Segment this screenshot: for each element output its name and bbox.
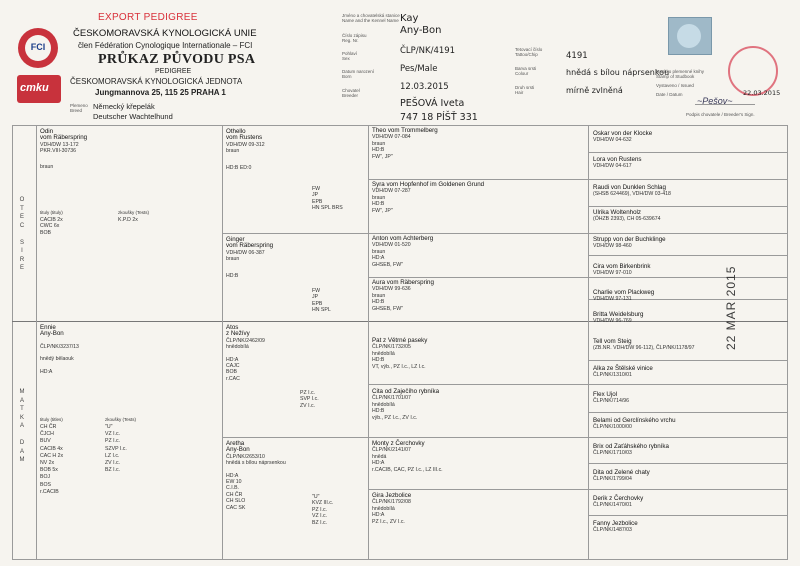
gen4-cell: Belami od Gerclínského vrchu ČLP/NK/1000/00 [593, 417, 676, 431]
gen2-cell: Atos z Nežívy ČLP/NK/2462/09 hnědobílá HD:A CAJC BOB r.CAC [226, 324, 265, 382]
breed-label: Plemeno Breed [70, 103, 88, 113]
row-divider [368, 384, 788, 385]
row-divider [368, 179, 788, 180]
cmku-logo: cmku [17, 75, 61, 103]
gen2-cell: Othello vom Rustens VDH/DW 09-312 braun HD:B ED:0 [226, 128, 265, 171]
date-label: Date / Datum [656, 92, 683, 97]
date-stamp: 22 MAR 2015 [724, 265, 738, 350]
gen4-cell: Raudi von Dunklen Schlag (SHSB 624469), VDH/DW 03-418 [593, 184, 671, 198]
gen3-cell: Theo vom Trommelberg VDH/DW 07-084 braun HD:B FW", JP" [372, 127, 438, 160]
dam-side-label: M A T K A D A M [19, 389, 25, 463]
born-label: Datum narození Born [342, 69, 375, 79]
gen2-tests: FW JP EPB HN SPL BRS [312, 186, 343, 212]
gen4-cell: Derik z Čerchovky ČLP/NK/1470/01 [593, 495, 644, 509]
gen4-cell: Dita od Zelené chaty ČLP/NK/1799/04 [593, 469, 650, 483]
issued-label: Vystaveno / Issued [656, 83, 694, 88]
sire-cell: Odin vom Räberspring VDH/DW 13-172 PKR.VIII-30736 braun [40, 128, 88, 170]
col-divider [36, 125, 37, 560]
dam-titles: CH ČR ČJCH BUV CACIB 4x CAC H 2x NV 2x BOB 5x BOJ BOS r.CACIB [40, 424, 64, 495]
gen4-cell: Tell vom Steig (ZB.NR. VDH/DW 96-112), ČLP/NK/1178/97 [593, 338, 695, 352]
breeder-name: PEŠOVÁ Iveta [400, 98, 465, 109]
row-divider [588, 463, 788, 464]
club-name: ČESKOMORAVSKÁ KYNOLOGICKÁ JEDNOTA [70, 77, 243, 86]
stamp-label: Razítko plemenné knihy Stamp of Studbook [656, 69, 705, 79]
gen3-cell: Syra vom Hopfenhof im Goldenen Grund VDH/DW 07-287 braun HD:B FW", JP" [372, 181, 485, 214]
col-divider [222, 125, 223, 560]
org-member: člen Fédération Cynologique Internationale – FCI [78, 41, 253, 50]
row-divider [588, 360, 788, 361]
colour-value: hnědá s bílou náprsenkou [566, 68, 670, 77]
sign-label: Podpis chovatele / Breeder's Sign. [686, 112, 755, 117]
col-divider [588, 125, 589, 560]
sire-side-label: O T E C S I R E [19, 197, 25, 271]
dog-name: Kay [400, 13, 419, 24]
row-divider [588, 412, 788, 413]
dam-tests: "U" VZ I.c. PZ I.c. SZVP I.c. LZ I.c. ZV I.c. BZ I.c. [105, 424, 127, 474]
tattoo-value: 4191 [566, 51, 588, 61]
gen4-cell: Brix od Zaťáhského rybníka ČLP/NK/1710/03 [593, 443, 669, 457]
sex-value: Pes/Male [400, 64, 438, 74]
row-divider [588, 152, 788, 153]
sire-dam-divider [12, 321, 788, 322]
hair-label: Druh srsti Hair [515, 85, 535, 95]
sex-label: Pohlaví Sex [342, 51, 358, 61]
doc-title: PRŮKAZ PŮVODU PSA [98, 52, 256, 67]
dam-titles-head: tituly (titles) [40, 417, 63, 422]
gen4-cell: Britta Weidelsburg VDH/DW 96-769 [593, 311, 644, 325]
gen2-tests: "U" KVZ III.c. PZ I.c. VZ I.c. BZ I.c. [312, 494, 334, 526]
breeder-label: Chovatel Breeder [342, 88, 360, 98]
dog-kennel: Any-Bon [400, 25, 442, 36]
gen3-cell: Cita od Zaječího rybníka ČLP/NK/1701/07 hnědobílá HD:B výb., PZ I.c., ZV I.c. [372, 388, 440, 421]
signature: ~Pešov~ [697, 96, 733, 106]
club-address: Jungmannova 25, 115 25 PRAHA 1 [95, 88, 226, 97]
gen4-cell: Alka ze Štělské vinice ČLP/NK/1310/01 [593, 365, 653, 379]
gen4-cell: Ulrika Woltenholz (ÖHZB 2393), CH 05-639674 [593, 209, 661, 223]
gen4-cell: Charlie vom Plackweg VDH/DW 97-131 [593, 289, 655, 303]
row-divider [588, 515, 788, 516]
colour-label: Barva srsti Colour [515, 66, 537, 76]
born-value: 12.03.2015 [400, 82, 449, 92]
tattoo-label: Tetovací číslo Tattoo/Chip [515, 47, 543, 57]
hair-value: mírně zvlněná [566, 86, 623, 95]
row-divider [222, 233, 788, 234]
gen3-cell: Aura vom Räberspring VDH/DW 99-636 braun HD:B GHSEB, FW" [372, 279, 434, 312]
sire-tests-head: zkoušky (Tests) [118, 210, 150, 215]
reg-label: Číslo zápisu Reg. Nr. [342, 33, 367, 43]
sire-tests: K.P.D 2x [118, 217, 138, 223]
gen3-cell: Monty z Čerchovky ČLP/NK/2141/07 hnědá HD:A r.CACIB, CAC, PZ I.c., LZ III.c. [372, 440, 443, 473]
breeder-address: 747 18 PÍŠŤ 331 [400, 112, 478, 123]
row-divider [588, 206, 788, 207]
breed-de: Deutscher Wachtelhund [93, 112, 173, 121]
breed-cz: Německý křepelák [93, 102, 155, 111]
gen2-tests: FW JP EPB HN SPL [312, 288, 331, 314]
row-divider [588, 255, 788, 256]
gen3-cell: Anton vom Achterberg VDH/DW 01-520 braun HD:A GHSEB, FW" [372, 235, 434, 268]
gen4-cell: Fanny Jezbolice ČLP/NK/1487/03 [593, 520, 638, 534]
doc-subtitle: PEDIGREE [155, 68, 192, 75]
gen3-cell: Gira Jezbolice ČLP/NK/1792/08 hnědobílá HD:A PZ I.c., ZV I.c. [372, 492, 412, 525]
gen2-cell: Ginger vom Räberspring VDH/DW 06-387 braun HD:B [226, 236, 274, 279]
row-divider [368, 489, 788, 490]
org-name: ČESKOMORAVSKÁ KYNOLOGICKÁ UNIE [73, 28, 257, 39]
issued-date: 22.03.2015 [743, 89, 781, 97]
gen2-cell: Aretha Any-Bon ČLP/NK/2653/10 hnědá s bílou náprsenkou HD:A EW 10 C.I.B. CH ČR CH SLO CAC SK [226, 440, 286, 511]
name-label: Jméno a chovatelská stanice Name and the Kennel Name [342, 13, 400, 23]
gen3-cell: Pat z Větrné paseky ČLP/NK/1732/05 hnědobílá HD:B VT, výb., PZ I.c., LZ I.c. [372, 337, 428, 370]
col-divider [368, 125, 369, 560]
fci-logo: FCI [18, 28, 58, 68]
sire-titles-head: tituly (tituly) [40, 210, 63, 215]
row-divider [222, 437, 788, 438]
gen2-tests: PZ I.c. SVP I.c. ZV I.c. [300, 390, 319, 409]
export-label: EXPORT PEDIGREE [98, 12, 198, 23]
gen4-cell: Oskar von der Klocke VDH/DW 04-632 [593, 130, 653, 144]
reg-number: ČLP/NK/4191 [400, 46, 456, 56]
dam-tests-head: zkoušky (Tests) [105, 417, 137, 422]
dam-cell: Ennie Any-Bon ČLP/NK/3237/13 hnědý bělaouk HD:A [40, 324, 79, 375]
gen4-cell: Flex Ujol ČLP/NK/714/96 [593, 391, 630, 405]
gen4-cell: Strupp von der Buchklinge VDH/DW 98-460 [593, 236, 666, 250]
hologram-seal [668, 17, 712, 55]
gen4-cell: Cira vom Birkenbrink VDH/DW 97-010 [593, 263, 651, 277]
sire-titles: CACIB 2x CWC 6x BOB [40, 217, 63, 236]
gen4-cell: Lora von Rustens VDH/DW 04-617 [593, 156, 642, 170]
